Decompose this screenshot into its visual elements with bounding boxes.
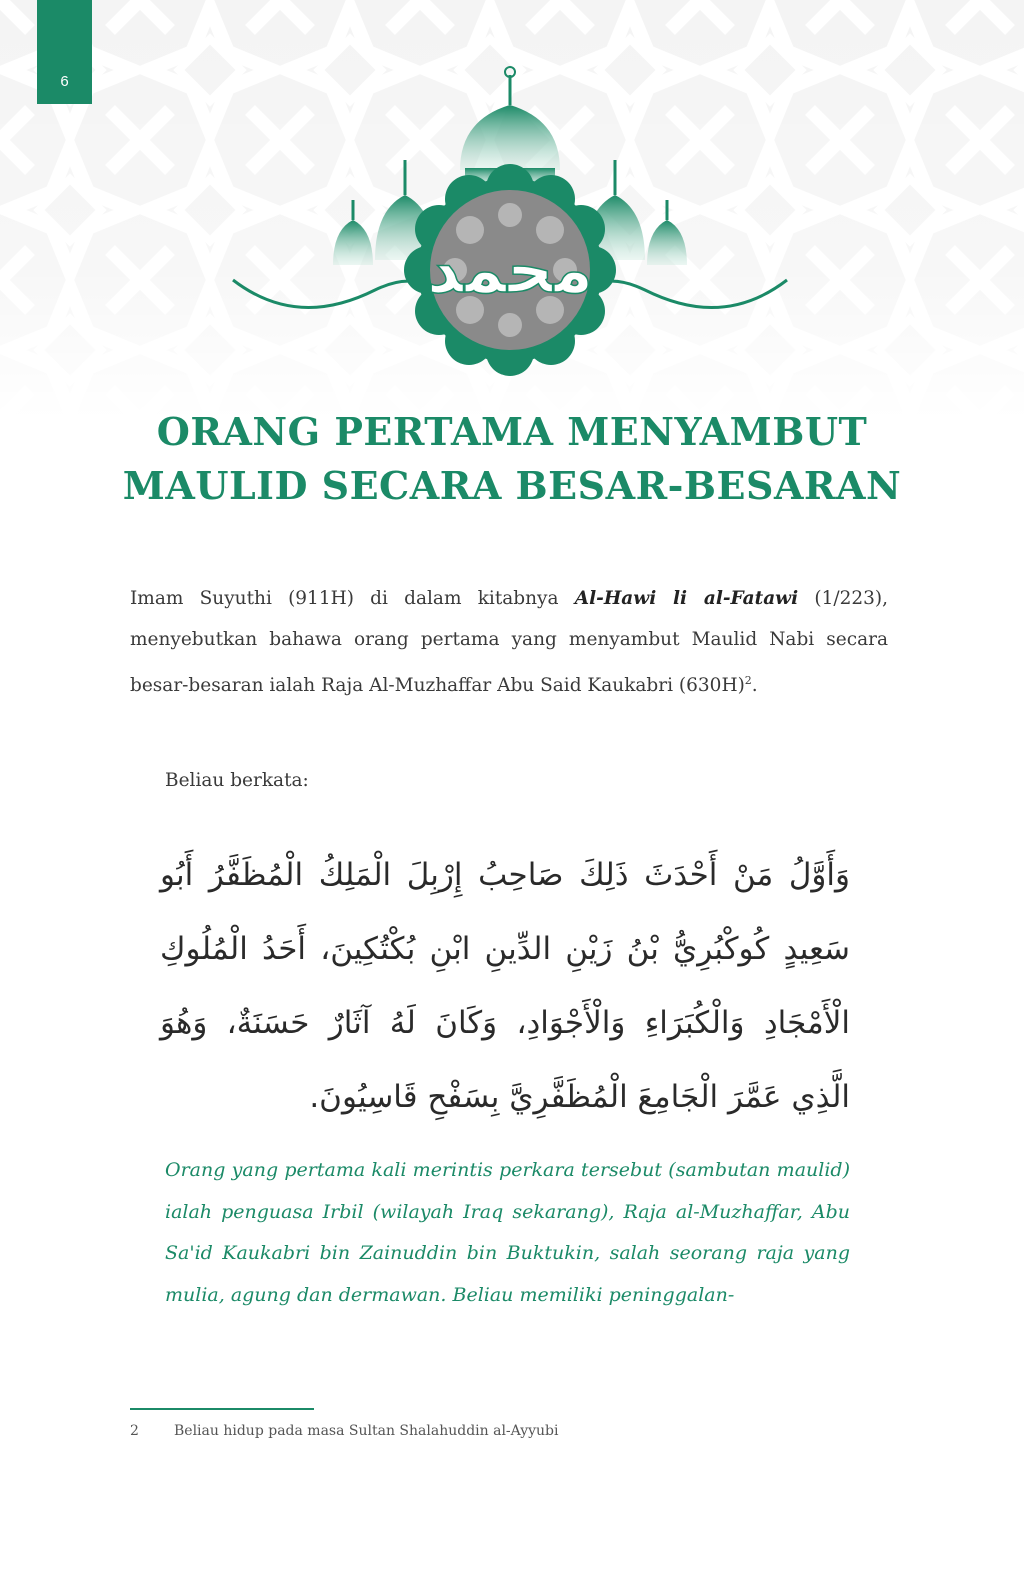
footnote-number: 2 <box>130 1423 139 1439</box>
muhammad-emblem <box>225 60 795 380</box>
intro-text-after: (1/223), menyebutkan bahawa orang pertama yang menyambut Maulid Nabi secara besar-besaran ialah Raja Al-Muzhaffar Abu Said Kaukabri (630H) <box>130 588 888 697</box>
footnote-reference: 2 <box>744 674 752 687</box>
page-title <box>100 405 924 513</box>
arabic-quote: وَأَوَّلُ مَنْ أَحْدَثَ ذَلِكَ صَاحِبُ إِرْبِلَ الْمَلِكُ الْمُظَفَّرُ أَبُو سَعِيدٍ كُوكْبُرِيُّ بْنُ زَيْنِ الدِّينِ ابْنِ بُكْتُكِينَ، أَحَدُ الْمُلُوكِ الْأَمْجَادِ وَالْكُبَرَاءِ وَالْأَجْوَادِ، وَكَانَ لَهُ آثَارٌ حَسَنَةٌ، وَهُوَ الَّذِي عَمَّرَ الْجَامِعَ الْمُظَفَّرِيَّ بِسَفْحِ قَاسِيُونَ. <box>160 857 850 1115</box>
title-line-2: MAULID SECARA BESAR-BESARAN <box>122 463 902 508</box>
footnote <box>130 1423 890 1439</box>
page-number-tab <box>37 0 92 104</box>
intro-text-before: Imam Suyuthi (911H) di dalam kitabnya <box>130 588 575 609</box>
intro-paragraph <box>130 578 888 706</box>
intro-text-end: . <box>751 675 758 697</box>
quote-intro: Beliau berkata: <box>165 770 309 791</box>
calligraphy-text: محمد <box>427 234 593 308</box>
footnote-text: Beliau hidup pada masa Sultan Shalahuddin al-Ayyubi <box>174 1423 559 1439</box>
footnote-divider <box>130 1408 314 1410</box>
book-title: Al-Hawi li al-Fatawi <box>574 588 799 609</box>
translation-paragraph: Orang yang pertama kali merintis perkara tersebut (sambutan maulid) ialah penguasa Irbil (wilayah Iraq sekarang), Raja al-Muzhaffar, Abu Sa'id Kaukabri bin Zainuddin bin Buktukin, salah seorang raja yang mulia, agung dan dermawan. Beliau memiliki peninggalan- <box>165 1159 850 1306</box>
title-line-1: ORANG PERTAMA MENYAMBUT <box>156 409 868 454</box>
page-number: 6 <box>60 73 69 90</box>
